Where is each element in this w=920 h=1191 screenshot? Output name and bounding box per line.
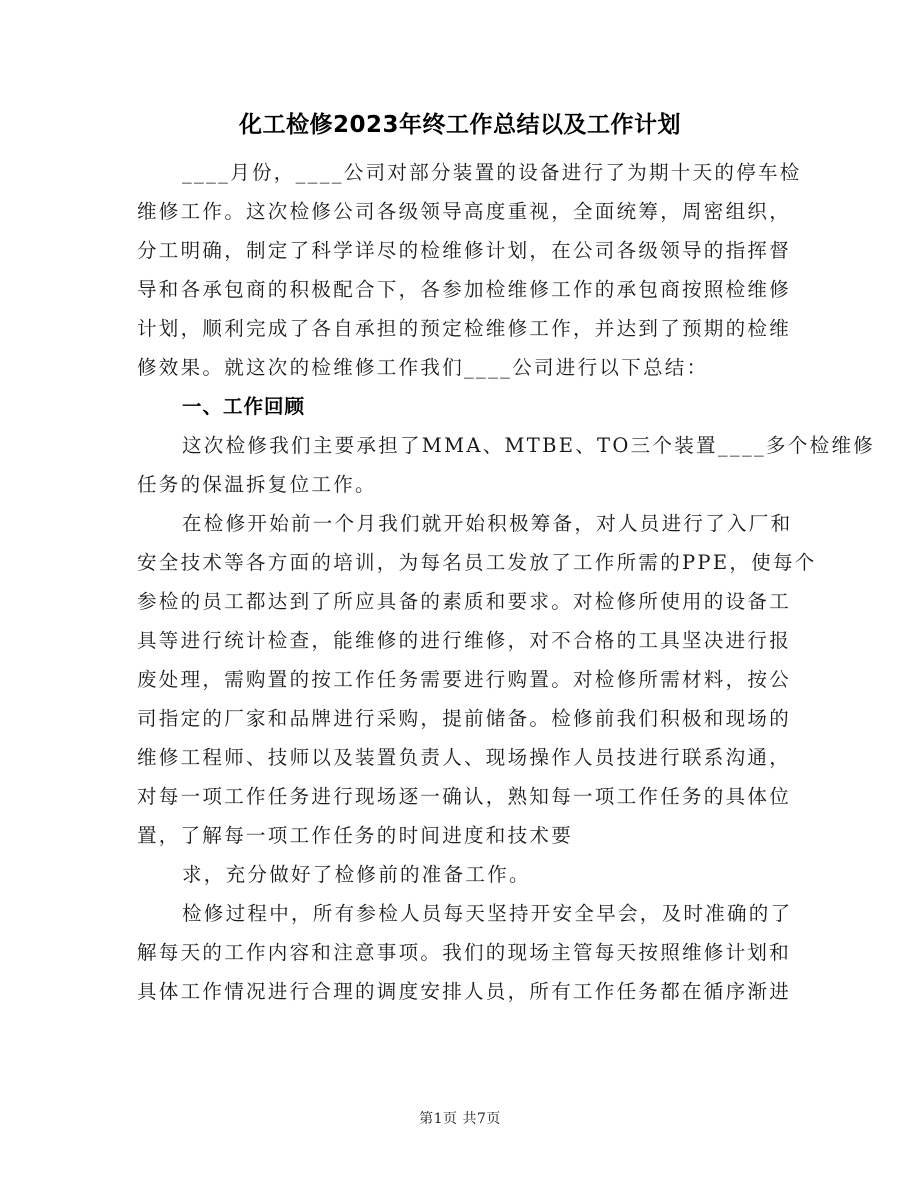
text-line: 具体工作情况进行合理的调度安排人员，所有工作任务都在循序渐进 bbox=[137, 980, 792, 1003]
page-number: 第1页 共7页 bbox=[419, 1111, 501, 1127]
text-line: ____月份，____公司对部分装置的设备进行了为期十天的停车检 bbox=[182, 161, 802, 184]
text-line: 求，充分做好了检修前的准备工作。 bbox=[182, 863, 531, 886]
text-line: 分工明确，制定了科学详尽的检维修计划，在公司各级领导的指挥督 bbox=[137, 239, 792, 262]
text-line: 维修工作。这次检修公司各级领导高度重视，全面统筹，周密组织， bbox=[137, 200, 792, 223]
text-line: 导和各承包商的积极配合下，各参加检维修工作的承包商按照检维修 bbox=[137, 278, 792, 301]
text-line: 置，了解每一项工作任务的时间进度和技术要 bbox=[137, 824, 574, 847]
text-line: 参检的员工都达到了所应具备的素质和要求。对检修所使用的设备工 bbox=[137, 590, 792, 613]
text-line: 修效果。就这次的检维修工作我们____公司进行以下总结： bbox=[137, 356, 709, 379]
text-line: 具等进行统计检查，能维修的进行维修，对不合格的工具坚决进行报 bbox=[137, 629, 792, 652]
section-heading: 一、工作回顾 bbox=[182, 395, 306, 418]
text-line: 司指定的厂家和品牌进行采购，提前储备。检修前我们积极和现场的 bbox=[137, 707, 792, 730]
text-line: 维修工程师、技师以及装置负责人、现场操作人员技进行联系沟通， bbox=[137, 746, 792, 769]
text-line: 这次检修我们主要承担了MMA、MTBE、TO三个装置____多个检维修 bbox=[182, 434, 876, 457]
text-line: 安全技术等各方面的培训，为每名员工发放了工作所需的PPE，使每个 bbox=[137, 551, 817, 574]
text-line: 任务的保温拆复位工作。 bbox=[137, 473, 377, 496]
document-body bbox=[137, 153, 876, 1011]
text-line: 检修过程中，所有参检人员每天坚持开安全早会，及时准确的了 bbox=[182, 902, 793, 925]
text-line: 解每天的工作内容和注意事项。我们的现场主管每天按照维修计划和 bbox=[137, 941, 792, 964]
text-line: 对每一项工作任务进行现场逐一确认，熟知每一项工作任务的具体位 bbox=[137, 785, 792, 808]
text-line: 计划，顺利完成了各自承担的预定检维修工作，并达到了预期的检维 bbox=[137, 317, 792, 340]
document-title: 化工检修2023年终工作总结以及工作计划 bbox=[238, 112, 681, 138]
text-line: 废处理，需购置的按工作任务需要进行购置。对检修所需材料，按公 bbox=[137, 668, 792, 691]
text-line: 在检修开始前一个月我们就开始积极筹备，对人员进行了入厂和 bbox=[182, 512, 793, 535]
